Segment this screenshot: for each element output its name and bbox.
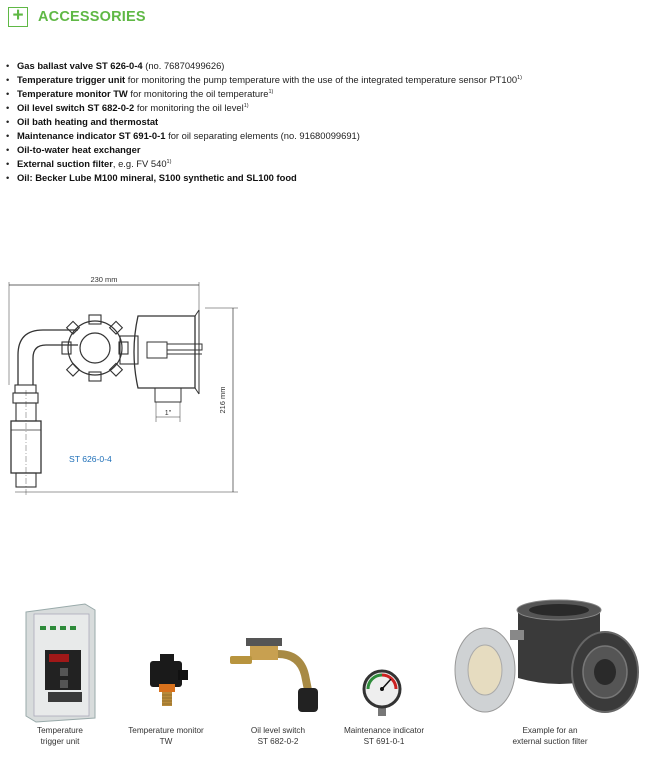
item-name: Gas ballast valve ST 626-0-4 [17,60,143,71]
technical-drawing [0,270,260,510]
item-name: Oil-to-water heat exchanger [17,144,141,155]
maintenance-indicator-icon [364,671,400,716]
suction-filter-icon [455,600,638,712]
thread-size-label: 1" [164,410,172,417]
item-detail: for monitoring the oil temperature [127,88,269,99]
item-name: Oil: Becker Lube M100 mineral, S100 synthetic and SL100 food [17,172,297,183]
item-detail: (no. 76870499626) [142,60,225,71]
list-item: • Oil-to-water heat exchanger [6,144,141,155]
item-detail: for monitoring the oil level [134,102,244,113]
footnote-ref: 1) [517,74,522,81]
list-item: • Maintenance indicator ST 691-0-1 for oil separating elements (no. 91680099691) [6,130,360,141]
item-name: Maintenance indicator ST 691-0-1 [17,130,166,141]
footnote-ref: 1) [243,102,249,109]
height-dimension-label: 216 mm [218,386,227,414]
accessories-list [6,59,661,185]
item-detail: for monitoring the pump temperature with the use of the integrated temperature sensor PT100 [125,74,518,85]
trigger-unit-icon [26,604,95,722]
item-name: External suction filter [17,158,113,169]
item-name: Oil bath heating and thermostat [17,116,159,127]
item-name: Temperature trigger unit [17,74,126,85]
section-title: ACCESSORIES [38,9,146,25]
list-item: • External suction filter, e.g. FV 540$^{1)}$ [6,158,172,169]
list-item: • Oil: Becker Lube M100 mineral, S100 synthetic and SL100 food [6,172,297,183]
caption-trigger-unit: Temperature trigger unit [37,726,83,746]
section-header [8,5,146,29]
list-item: • Oil bath heating and thermostat [6,116,159,127]
part-number-label: ST 626-0-4 [69,454,112,464]
temperature-monitor-icon [150,654,188,706]
list-item: • Oil level switch ST 682-0-2 for monitoring the oil level$^{1)}$ [6,102,249,113]
caption-maintenance-indicator: Maintenance indicator ST 691-0-1 [343,726,425,746]
item-detail: for oil separating elements (no. 91680099691) [165,130,360,141]
caption-suction-filter: Example for an external suction filter [512,726,588,746]
footnote-ref: 1) [268,88,274,95]
plus-icon: + [8,7,28,27]
list-item: • Temperature trigger unit for monitoring the pump temperature with the use of the integrated temperature sensor PT100$^{1)}$ [6,74,522,85]
list-item: • Gas ballast valve ST 626-0-4 (no. 76870499626) [6,60,225,71]
caption-oil-level-switch: Oil level switch ST 682-0-2 [250,726,306,746]
item-name: Oil level switch ST 682-0-2 [17,102,135,113]
oil-level-switch-icon [230,638,318,712]
footnote-ref: 1) [166,158,172,165]
item-name: Temperature monitor TW [17,88,128,99]
list-item: • Temperature monitor TW for monitoring the oil temperature$^{1)}$ [6,88,274,99]
width-dimension-label: 230 mm [90,275,118,284]
item-detail: , e.g. FV 540 [112,158,167,169]
caption-temperature-monitor: Temperature monitor TW [128,726,204,746]
